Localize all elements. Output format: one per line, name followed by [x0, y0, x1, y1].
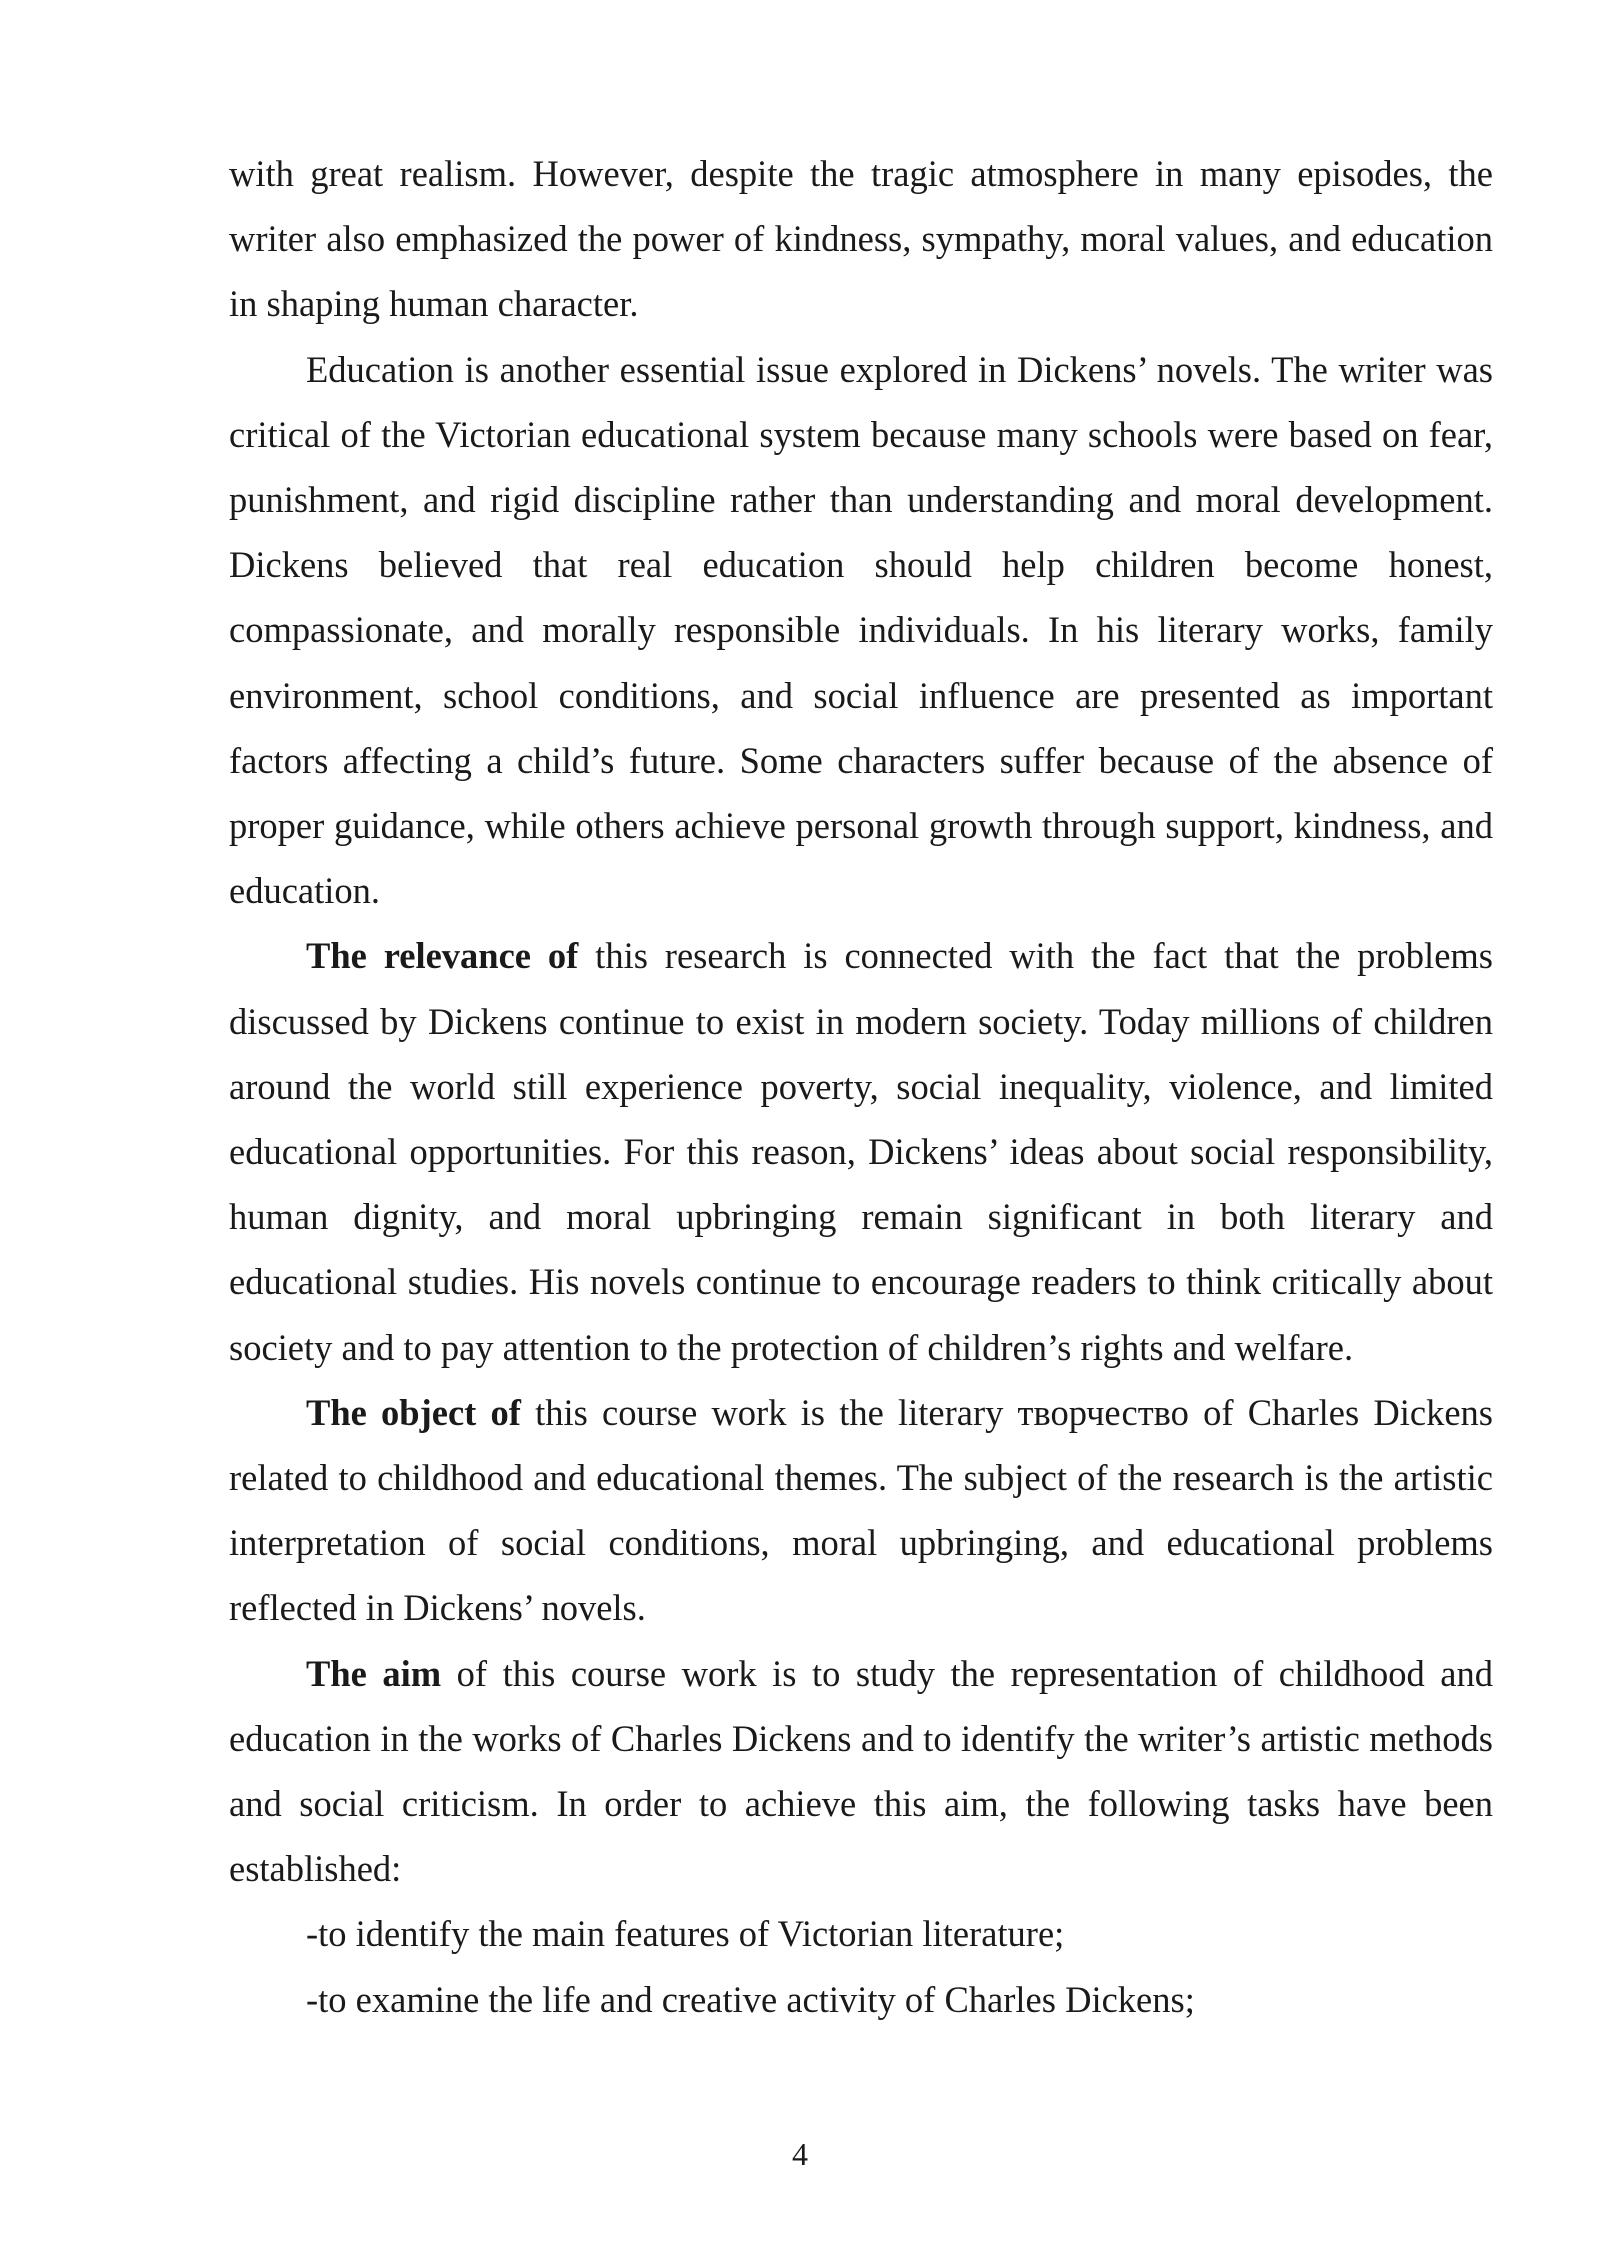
paragraph-text: with great realism. However, despite the tragic atmosphere in many episodes, the writer also emphasized the power of kindness, sympathy, moral values, and education in shaping human character.	[229, 153, 1493, 325]
paragraph-intro-continuation	[229, 141, 1493, 337]
paragraph-aim	[229, 1641, 1493, 1902]
paragraph-text: this course work is the literary творчество of Charles Dickens related to childhood and educational themes. The subject of the research is the artistic interpretation of social conditions, moral upbringing, and educational problems reflected in Dickens’ novels.	[229, 1391, 1493, 1629]
page-number: 4	[792, 2136, 808, 2172]
paragraph-education-issue	[229, 337, 1493, 924]
paragraph-text: this research is connected with the fact that the problems discussed by Dickens continue to exist in modern society. Today millions of children around the world still experience poverty, social inequality, violence, and limited educational opportunities. For this reason, Dickens’ ideas about social responsibility, human dignity, and moral upbringing remain significant in both literary and educational studies. His novels continue to encourage readers to think critically about society and to pay attention to the protection of children’s rights and welfare.	[229, 935, 1493, 1368]
task-list-item: -to identify the main features of Victorian literature;	[306, 1913, 1065, 1955]
paragraph-relevance	[229, 923, 1493, 1379]
paragraph-text: Education is another essential issue explored in Dickens’ novels. The writer was critical of the Victorian educational system because many schools were based on fear, punishment, and rigid discipline rather than understanding and moral development. Dickens believed that real education should help children become honest, compassionate, and morally responsible individuals. In his literary works, family environment, school conditions, and social influence are presented as important factors affecting a child’s future. Some characters suffer because of the absence of proper guidance, while others achieve personal growth through support, kindness, and education.	[229, 348, 1493, 912]
paragraph-lead: The aim	[306, 1652, 442, 1694]
document-page	[229, 141, 1493, 2032]
paragraph-object	[229, 1380, 1493, 1641]
task-list-item: -to examine the life and creative activity of Charles Dickens;	[306, 1978, 1195, 2020]
paragraph-text: of this course work is to study the representation of childhood and education in the works of Charles Dickens and to identify the writer’s artistic methods and social criticism. In order to achieve this aim, the following tasks have been established:	[229, 1652, 1493, 1890]
paragraph-lead: The object of	[306, 1391, 521, 1433]
paragraph-lead: The relevance of	[306, 935, 579, 977]
